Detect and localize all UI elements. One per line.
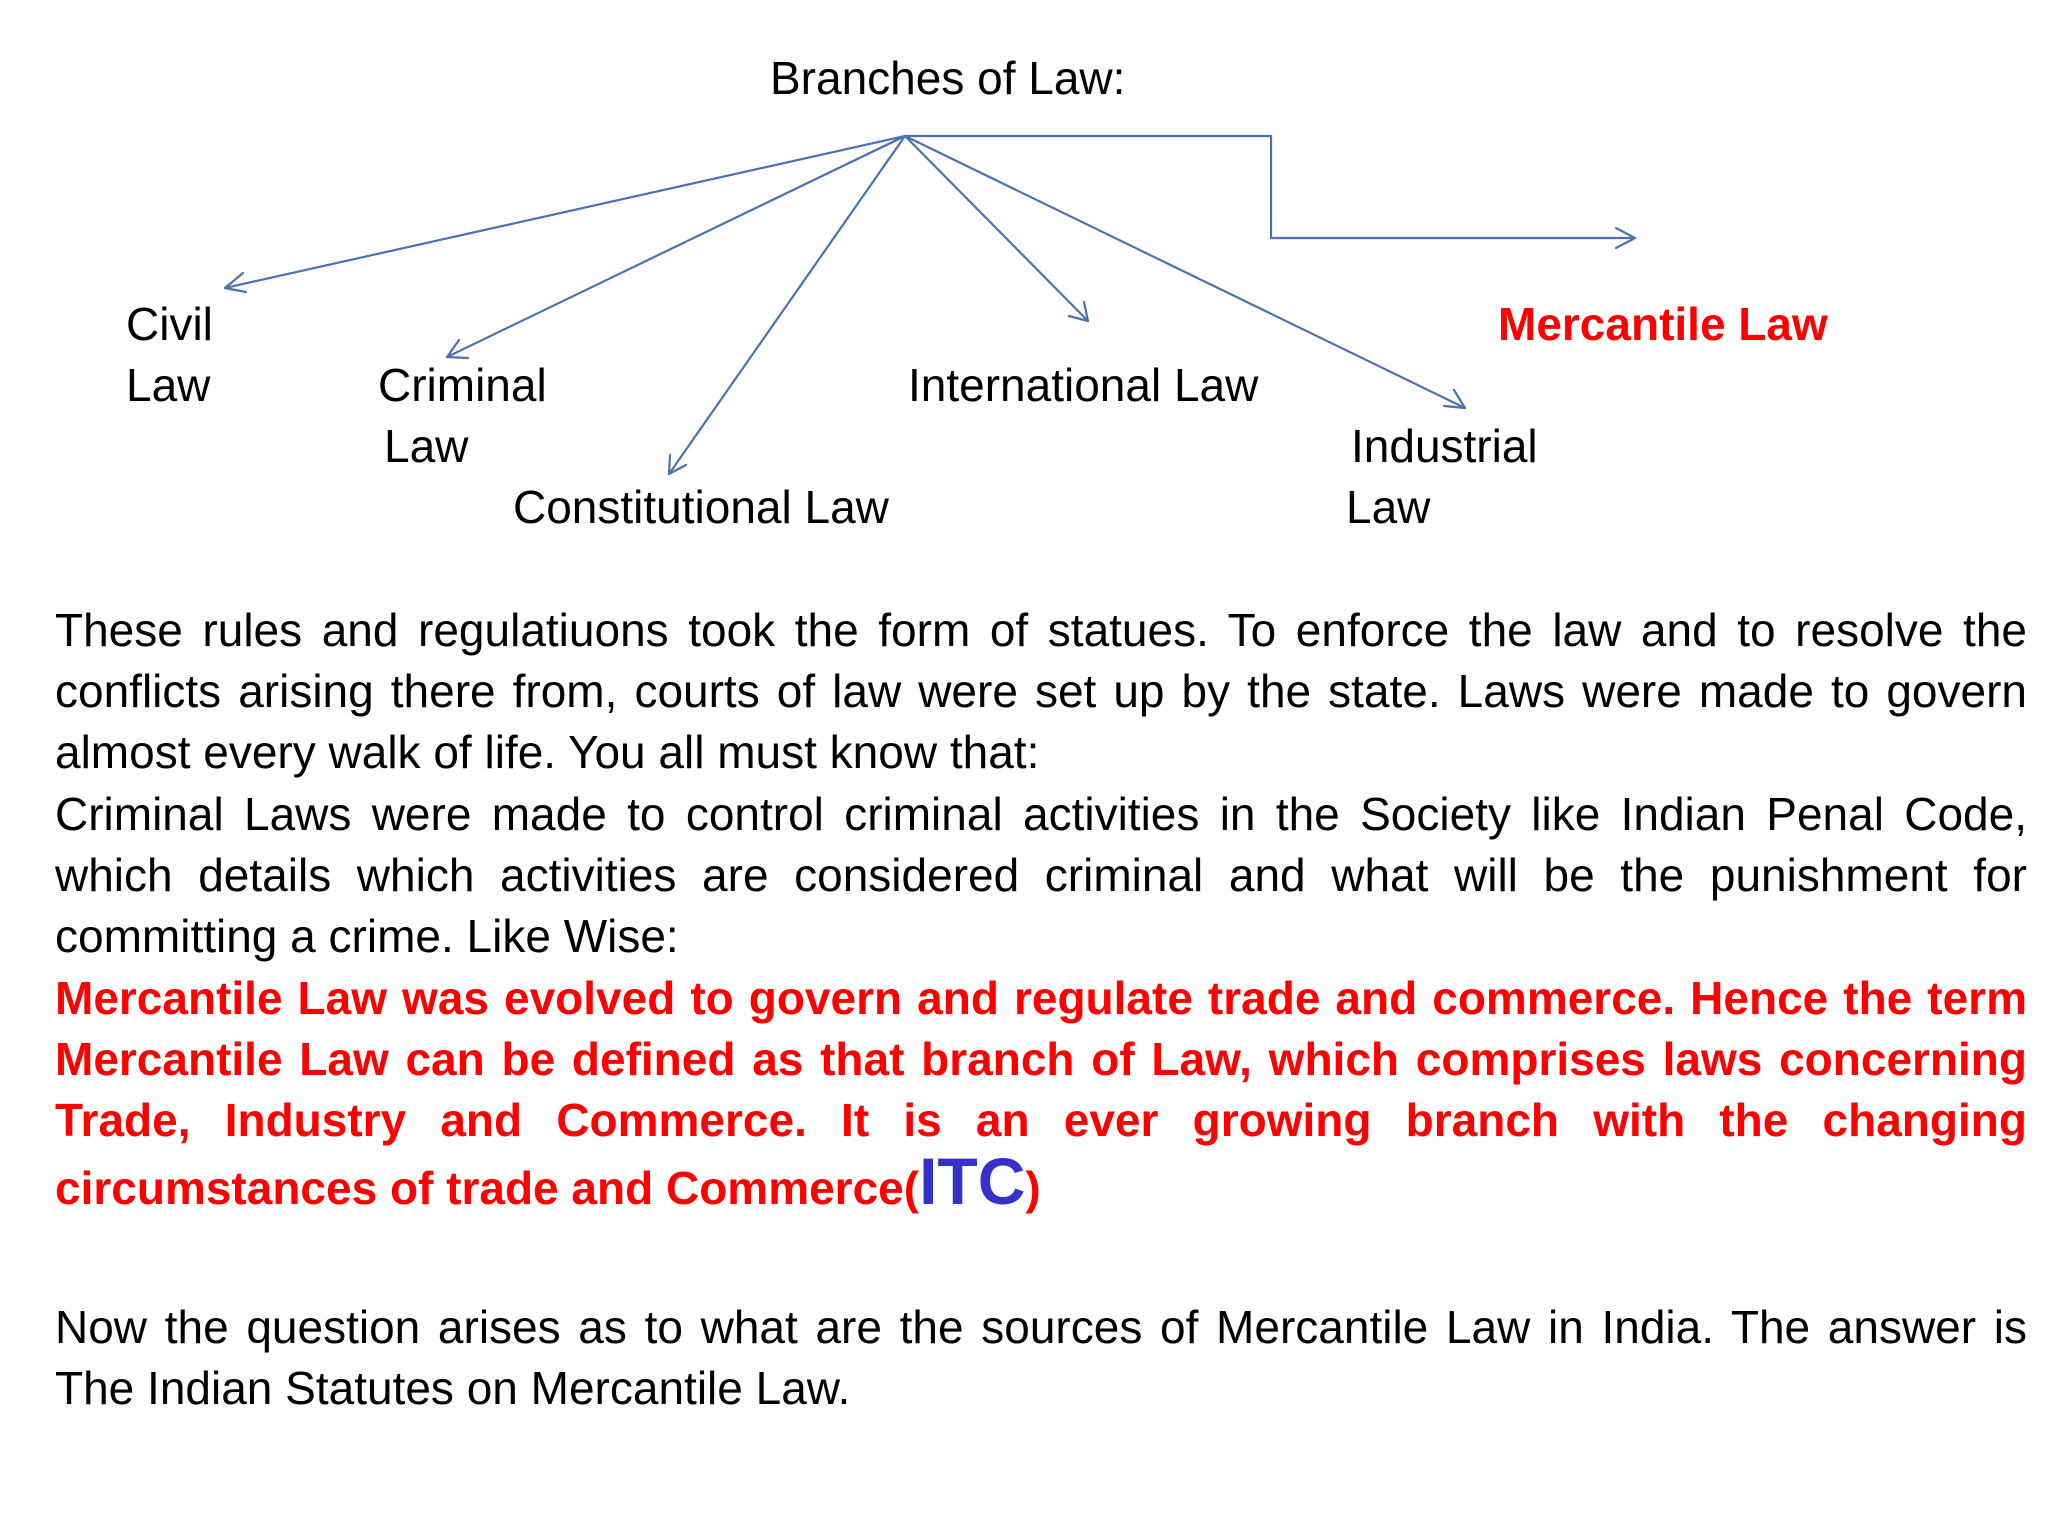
- node-criminal-law-line1: Criminal: [378, 359, 547, 411]
- node-mercantile-law: Mercantile Law: [1498, 298, 1828, 350]
- arrow-to-civil-law: [225, 136, 905, 292]
- node-industrial-law-line2: Law: [1346, 481, 1431, 533]
- node-criminal-law: [378, 355, 547, 477]
- node-civil-law-line1: Civil: [126, 298, 213, 350]
- arrow-to-international-law: [905, 136, 1088, 321]
- node-constitutional-law: Constitutional Law: [513, 481, 889, 533]
- paragraph-sources-question: Now the question arises as to what are the sources of Mercantile Law in India. The answer is The Indian Statutes on Mercantile Law.: [55, 1301, 2027, 1414]
- diagram-title: Branches of Law:: [770, 52, 1126, 104]
- paragraph-statutes: These rules and regulatiuons took the form of statues. To enforce the law and to resolve the conflicts arising there from, courts of law were set up by the state. Laws were made to govern almost every walk of life. You all must know that:: [55, 604, 2027, 778]
- paragraph-mercantile-definition: [55, 968, 2027, 1219]
- arrow-to-mercantile-law: [905, 136, 1635, 248]
- node-criminal-law-line2: Law: [384, 420, 469, 472]
- node-industrial-law-line1: Industrial: [1351, 420, 1538, 472]
- mercantile-definition-text: Mercantile Law was evolved to govern and regulate trade and commerce. Hence the term Mercantile Law can be defined as that branch of Law, which comprises laws concerning Trade, Industry and Commerce. It is an ever growing branch with the changing circumstances of trade and Commerce(: [55, 972, 2027, 1214]
- arrow-to-criminal-law: [447, 136, 905, 358]
- closing-paren: ): [1025, 1162, 1041, 1214]
- node-civil-law-line2: Law: [126, 359, 211, 411]
- paragraph-criminal-laws: Criminal Laws were made to control criminal activities in the Society like Indian Penal Code, which details which activities are considered criminal and what will be the punishment for committing a crime. Like Wise:: [55, 788, 2027, 962]
- node-international-law: International Law: [908, 359, 1259, 411]
- node-civil-law: [126, 294, 213, 416]
- arrow-to-constitutional-law: [669, 136, 905, 474]
- node-industrial-law: [1346, 416, 1538, 538]
- itc-label: ITC: [919, 1144, 1026, 1218]
